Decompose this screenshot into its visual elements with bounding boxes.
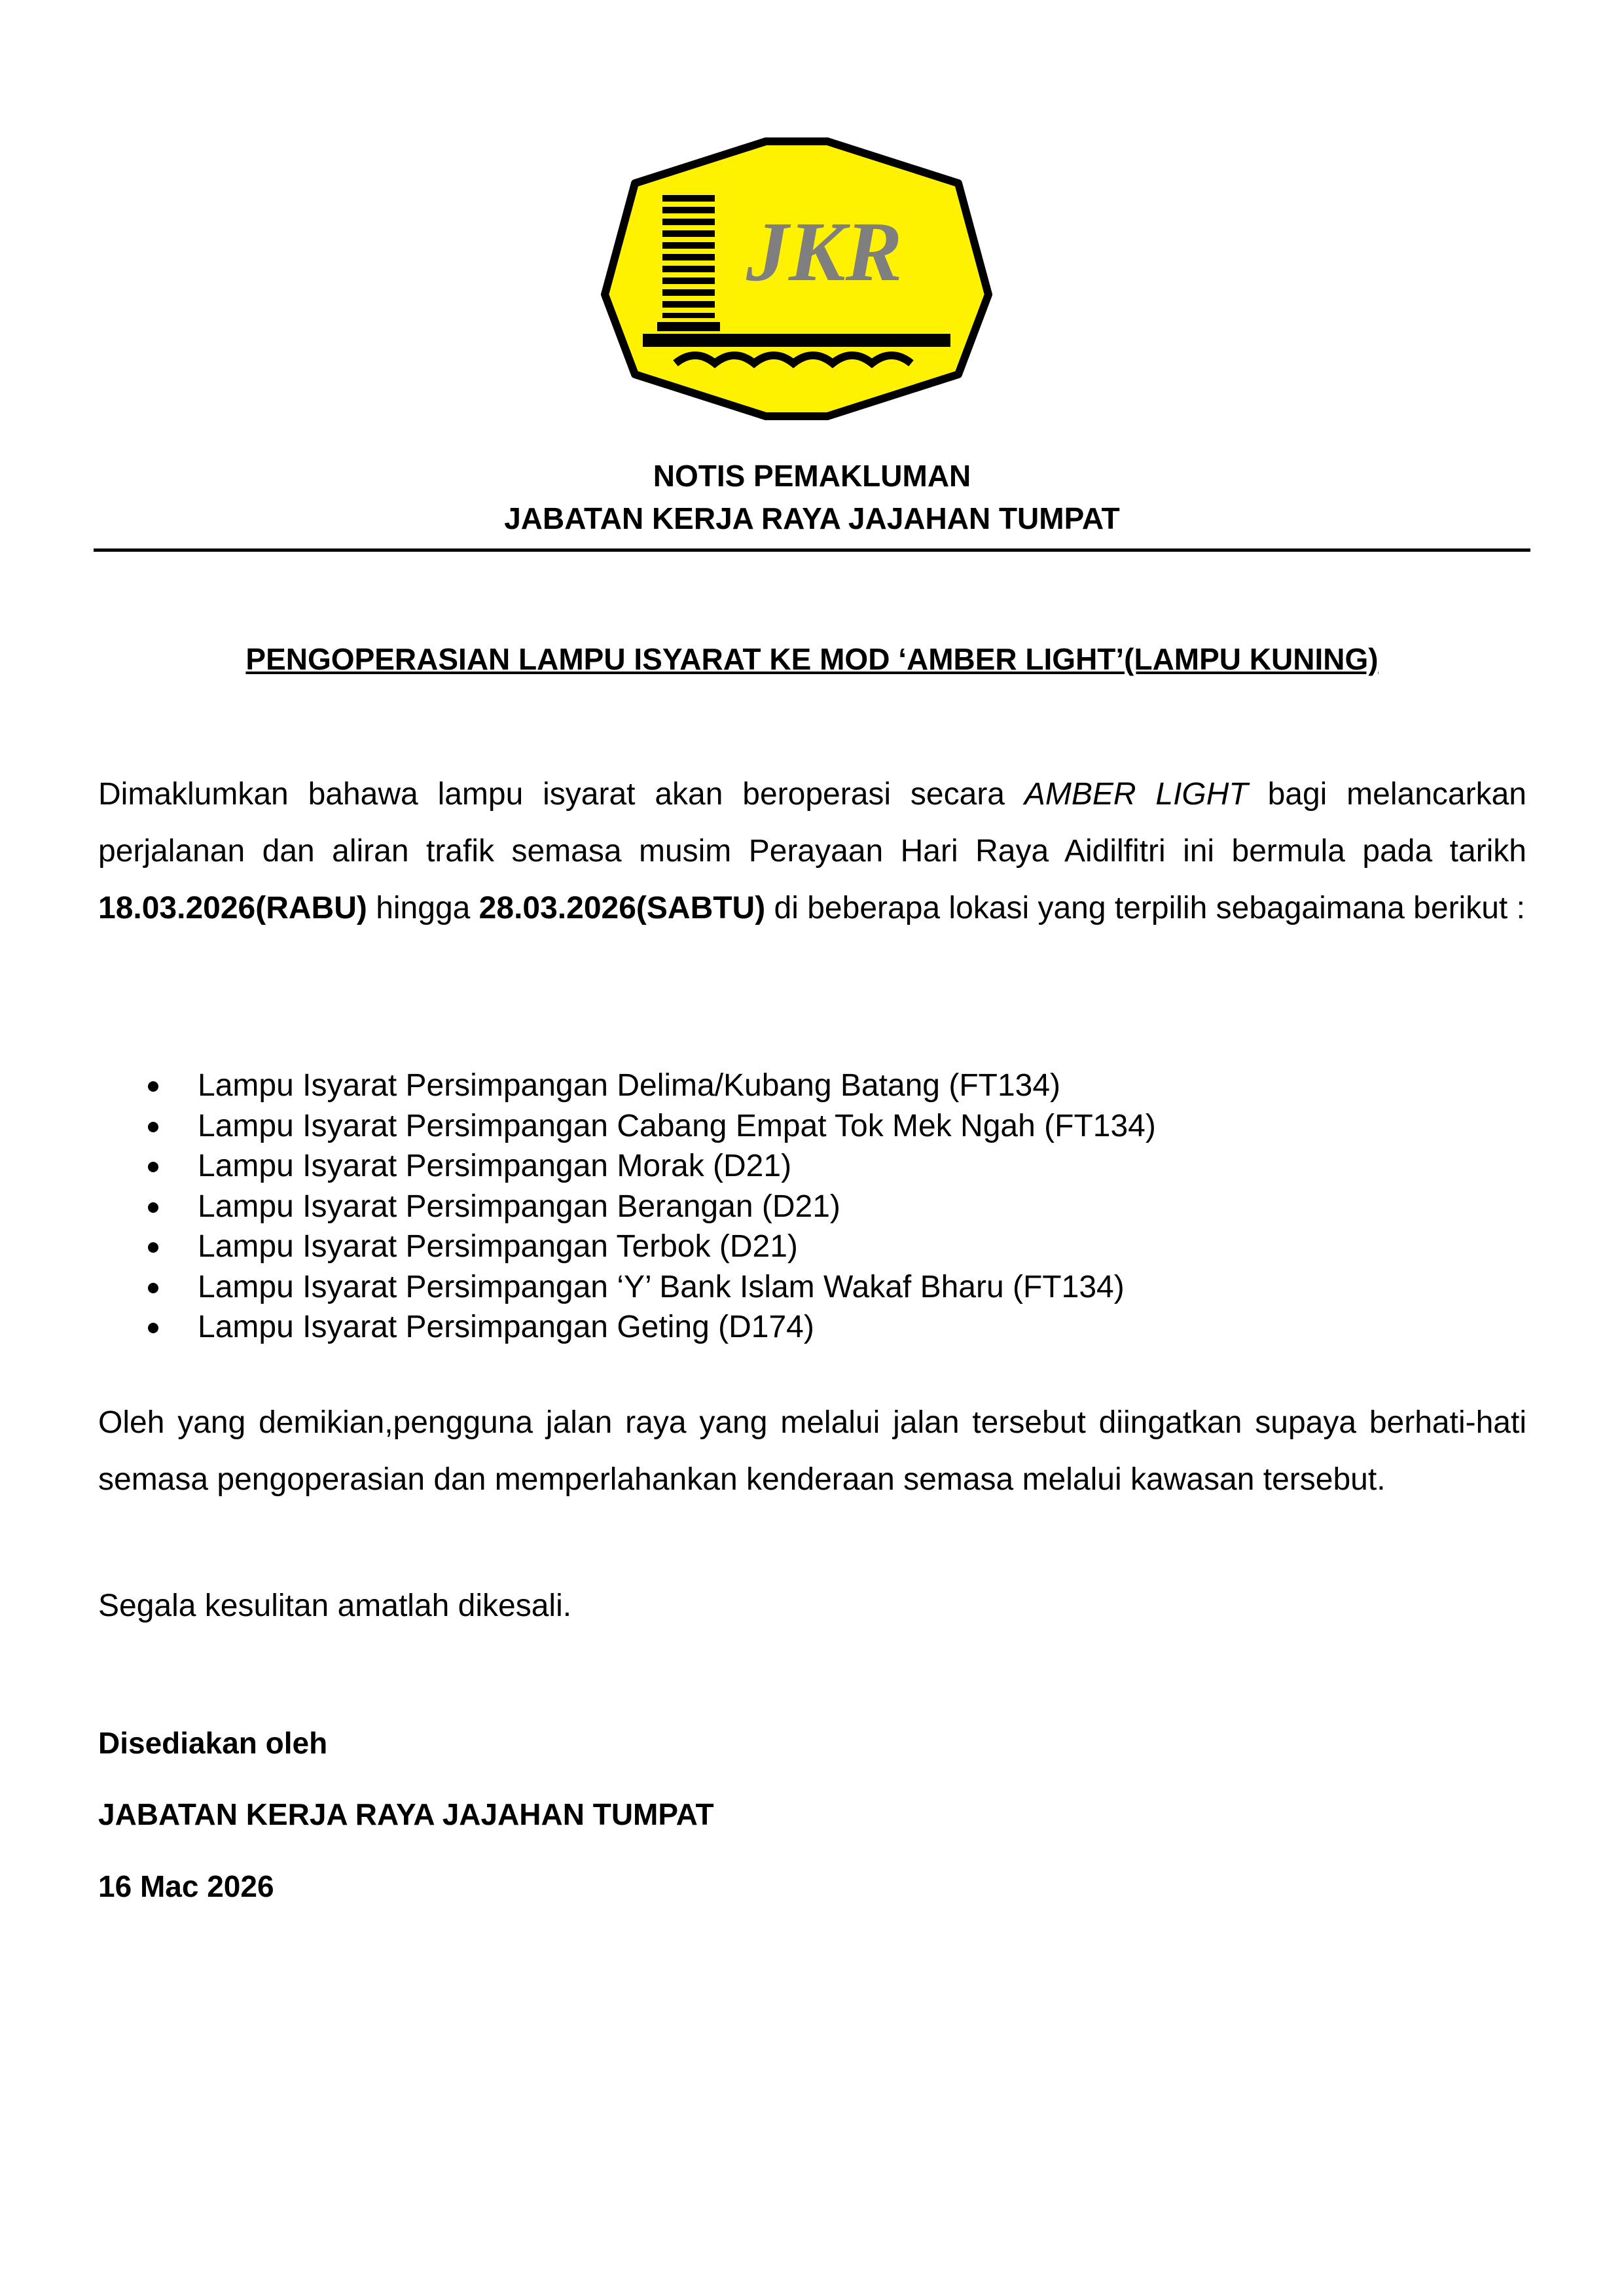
signature-department: JABATAN KERJA RAYA JAJAHAN TUMPAT: [98, 1797, 714, 1831]
list-item: [98, 1106, 1526, 1147]
logo-text: JKR: [746, 205, 903, 299]
location-text: Lampu Isyarat Persimpangan Delima/Kubang Batang (FT134): [198, 1068, 1061, 1103]
apology-paragraph: Segala kesulitan amatlah dikesali.: [98, 1588, 572, 1623]
bullet-icon: [148, 1283, 158, 1293]
bullet-icon: [148, 1323, 158, 1333]
end-date: 28.03.2026(SABTU): [478, 891, 766, 925]
intro-text-2: bagi melancarkan perjalanan dan aliran trafik semasa musim Perayaan Hari Raya Aidilfitri ini bermula pada tarikh: [98, 777, 1526, 869]
list-item: [98, 1307, 1526, 1348]
location-text: Lampu Isyarat Persimpangan Geting (D174): [198, 1310, 814, 1344]
location-text: Lampu Isyarat Persimpangan ‘Y’ Bank Islam Wakaf Bharu (FT134): [198, 1269, 1125, 1304]
jkr-logo: [597, 137, 996, 420]
location-text: Lampu Isyarat Persimpangan Cabang Empat Tok Mek Ngah (FT134): [198, 1108, 1156, 1143]
amber-light-term: AMBER LIGHT: [1024, 777, 1248, 812]
header-divider: [94, 548, 1530, 552]
start-date: 18.03.2026(RABU): [98, 891, 367, 925]
intro-text-1: Dimaklumkan bahawa lampu isyarat akan beroperasi secara: [98, 777, 1024, 812]
location-list: [98, 1066, 1526, 1348]
bullet-icon: [148, 1242, 158, 1253]
subject-heading: PENGOPERASIAN LAMPU ISYARAT KE MOD ‘AMBER LIGHT’(LAMPU KUNING): [245, 642, 1379, 676]
list-item: [98, 1066, 1526, 1106]
list-item: [98, 1187, 1526, 1227]
location-text: Lampu Isyarat Persimpangan Morak (D21): [198, 1149, 792, 1183]
list-item: [98, 1146, 1526, 1187]
intro-paragraph: [98, 766, 1526, 937]
bullet-icon: [148, 1162, 158, 1172]
list-item: [98, 1267, 1526, 1308]
intro-text-4: di beberapa lokasi yang terpilih sebagaimana berikut :: [765, 891, 1525, 925]
logo-base-bar: [643, 334, 950, 347]
bullet-icon: [148, 1122, 158, 1132]
closing-paragraph: Oleh yang demikian,pengguna jalan raya yang melalui jalan tersebut diingatkan supaya berhati-hati semasa pengoperasian dan memperlahankan kenderaan semasa melalui kawasan tersebut.: [98, 1405, 1526, 1497]
signature-date: 16 Mac 2026: [98, 1869, 274, 1903]
location-text: Lampu Isyarat Persimpangan Berangan (D21): [198, 1189, 840, 1224]
bullet-icon: [148, 1081, 158, 1092]
prepared-by-label: Disediakan oleh: [98, 1726, 328, 1760]
notice-title: NOTIS PEMAKLUMAN: [653, 459, 971, 493]
bullet-icon: [148, 1202, 158, 1213]
department-title: JABATAN KERJA RAYA JAJAHAN TUMPAT: [504, 501, 1120, 535]
list-item: [98, 1227, 1526, 1267]
intro-text-3: hingga: [367, 891, 479, 925]
location-text: Lampu Isyarat Persimpangan Terbok (D21): [198, 1229, 798, 1264]
